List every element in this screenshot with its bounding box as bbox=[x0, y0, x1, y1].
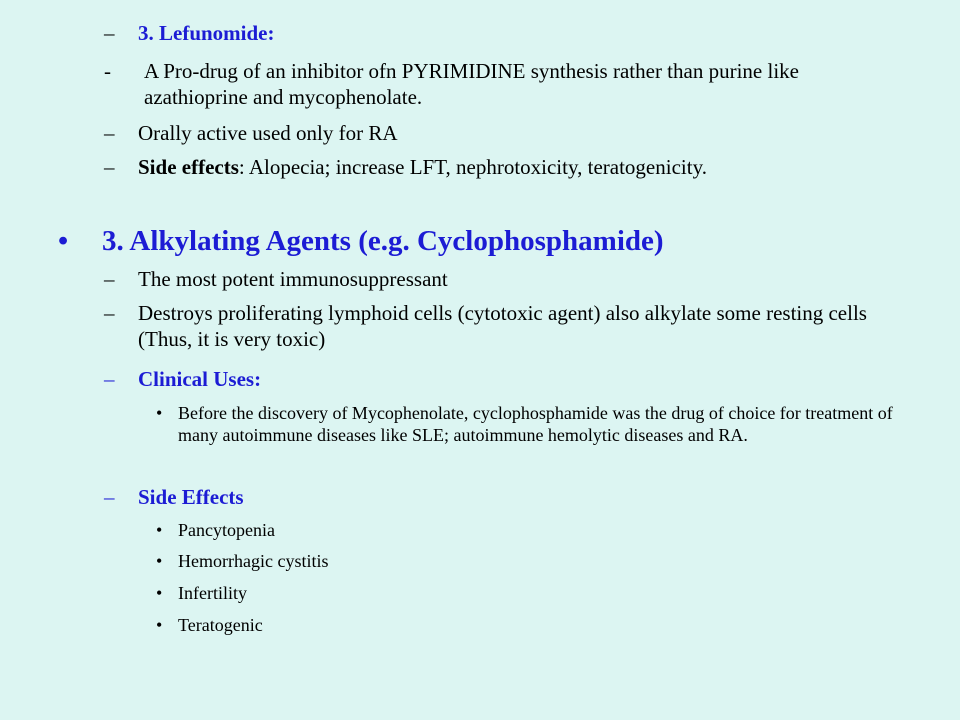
alkylating-heading-text: 3. Alkylating Agents (e.g. Cyclophosphamide) bbox=[102, 225, 664, 257]
side-effect-infertility: Infertility bbox=[178, 583, 247, 603]
lefunomide-item-oral bbox=[104, 120, 904, 146]
side-effect-item bbox=[156, 582, 896, 604]
clinical-uses-heading bbox=[104, 366, 904, 392]
dash-marker: – bbox=[104, 367, 115, 391]
lefunomide-item-prodrug-text: A Pro-drug of an inhibitor ofn PYRIMIDINE synthesis rather than purine like azathioprine and mycophenolate. bbox=[144, 59, 799, 109]
dash-marker: – bbox=[104, 155, 115, 179]
side-effects-label: Side effects bbox=[138, 155, 239, 179]
lefunomide-item-prodrug bbox=[104, 58, 904, 110]
lefunomide-side-effects-line bbox=[138, 154, 904, 180]
dot-marker: • bbox=[58, 225, 69, 257]
dot-marker: • bbox=[156, 583, 163, 603]
clinical-uses-label: Clinical Uses: bbox=[138, 367, 262, 391]
dash-marker: – bbox=[104, 21, 115, 45]
alkylating-item-destroys-text: Destroys proliferating lymphoid cells (cytotoxic agent) also alkylate some resting cells (Thus, it is very toxic) bbox=[138, 301, 867, 351]
dash-marker: – bbox=[104, 485, 115, 509]
dot-marker: • bbox=[156, 520, 163, 540]
dash-marker: – bbox=[104, 121, 115, 145]
alkylating-item-potent bbox=[104, 266, 904, 292]
side-effects-heading-text: Side Effects bbox=[138, 485, 244, 509]
hyphen-marker: - bbox=[104, 59, 111, 83]
clinical-uses-item-text: Before the discovery of Mycophenolate, cyclophosphamide was the drug of choice for treatment of many autoimmune diseases like SLE; autoimmune hemolytic diseases and RA. bbox=[178, 403, 893, 445]
alkylating-heading bbox=[58, 224, 918, 258]
side-effect-teratogenic: Teratogenic bbox=[178, 615, 263, 635]
side-effects-text: : Alopecia; increase LFT, nephrotoxicity, teratogenicity. bbox=[238, 155, 707, 179]
lefunomide-item-oral-text: Orally active used only for RA bbox=[138, 121, 398, 145]
lefunomide-heading-text: 3. Lefunomide: bbox=[138, 21, 275, 45]
clinical-uses-item bbox=[156, 402, 896, 446]
lefunomide-heading bbox=[104, 20, 904, 46]
side-effect-item bbox=[156, 614, 896, 636]
dot-marker: • bbox=[156, 403, 163, 423]
side-effects-heading bbox=[104, 484, 904, 510]
dash-marker: – bbox=[104, 301, 115, 325]
dash-marker: – bbox=[104, 267, 115, 291]
dot-marker: • bbox=[156, 615, 163, 635]
side-effect-item bbox=[156, 519, 896, 541]
alkylating-item-potent-text: The most potent immunosuppressant bbox=[138, 267, 448, 291]
side-effect-item bbox=[156, 550, 896, 572]
dot-marker: • bbox=[156, 551, 163, 571]
alkylating-item-destroys bbox=[104, 300, 904, 352]
side-effect-pancytopenia: Pancytopenia bbox=[178, 520, 275, 540]
lefunomide-item-side-effects bbox=[104, 154, 904, 180]
side-effect-hemorrhagic-cystitis: Hemorrhagic cystitis bbox=[178, 551, 329, 571]
